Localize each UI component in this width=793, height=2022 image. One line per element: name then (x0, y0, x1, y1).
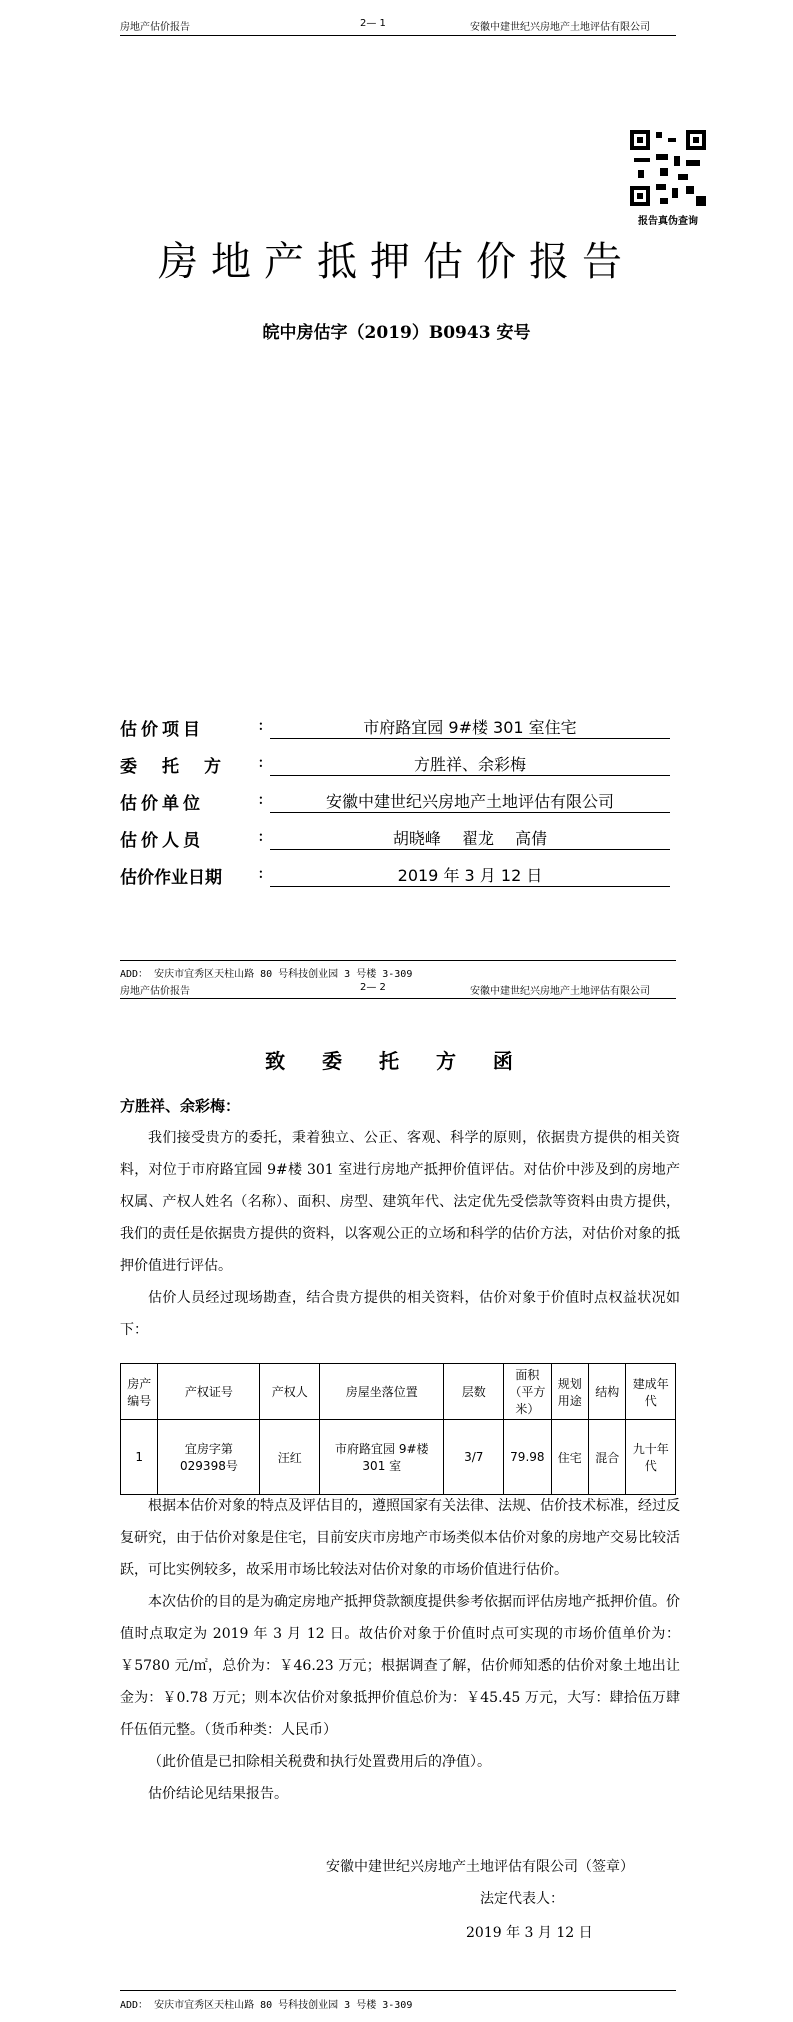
field-value: 市府路宜园 9#楼 301 室住宅 (270, 715, 670, 739)
page1-header-right: 安徽中建世纪兴房地产土地评估有限公司 (470, 22, 650, 33)
field-label: 估价项目 (120, 720, 204, 740)
legal-representative: 法定代表人： (480, 1891, 564, 1907)
field-label: 估价作业日期 (120, 868, 222, 888)
page1-header-left: 房地产估价报告 (120, 22, 190, 33)
table-header-row: 房产编号 产权证号 产权人 房屋坐落位置 层数 面积（平方米） 规划用途 结构 建成年代 (121, 1364, 676, 1420)
report-title: 房地产抵押估价报告 (158, 239, 635, 285)
page1-address: ADD： 安庆市宜秀区天柱山路 80 号科技创业园 3 号楼 3-309 (120, 969, 413, 980)
field-row-project: 估价项目 : 市府路宜园 9#楼 301 室住宅 (120, 715, 680, 743)
report-ref-no: 皖中房估字（2019）B0943 安号 (262, 323, 531, 343)
qr-code-icon (630, 130, 706, 206)
page2-address: ADD： 安庆市宜秀区天柱山路 80 号科技创业园 3 号楼 3-309 (120, 2000, 413, 2011)
field-value: 方胜祥、余彩梅 (270, 752, 670, 776)
qr-caption: 报告真伪查询 (638, 216, 698, 227)
field-label: 估价人员 (120, 831, 204, 851)
field-row-date: 估价作业日期 : 2019 年 3 月 12 日 (120, 863, 680, 891)
table-row: 1 宜房字第 029398号 汪红 市府路宜园 9#楼 301 室 3/7 79.98 住宅 混合 九十年代 (121, 1420, 676, 1495)
field-label: 委 托 方 (120, 757, 225, 777)
page2-footer-rule (120, 1990, 676, 1991)
paragraph-5: （此价值是已扣除相关税费和执行处置费用后的净值）。 (148, 1754, 491, 1770)
property-table (120, 1363, 676, 1495)
page2-header-left: 房地产估价报告 (120, 986, 190, 997)
paragraph-4: 本次估价的目的是为确定房地产抵押贷款额度提供参考依据而评估房地产抵押价值。价值时点取定为 2019 年 3 月 12 日。故估价对象于价值时点可实现的市场价值单价为：￥5780 元/㎡，总价为：￥46.23 万元；根据调查了解，估价师知悉的估价对象土地出让金为：￥0.78 万元；则本次估价对象抵押价值总价为：￥45.45 万元，大写：肆拾伍万肆仟伍佰元整。（货币种类：人民币） (120, 1594, 680, 1738)
field-label: 估价单位 (120, 794, 204, 814)
paragraph-1: 我们接受贵方的委托，秉着独立、公正、客观、科学的原则，依据贵方提供的相关资料，对位于市府路宜园 9#楼 301 室进行房地产抵押价值评估。对估价中涉及到的房地产权属、产权人姓名（名称）、面积、房型、建筑年代、法定优先受偿款等资料由贵方提供，我们的责任是依据贵方提供的资料，以客观公正的立场和科学的估价方法，对估价对象的抵押价值进行评估。 (120, 1130, 680, 1274)
salutation: 方胜祥、余彩梅： (120, 1097, 241, 1115)
field-row-appraisers: 估价人员 : 胡晓峰 翟龙 高倩 (120, 826, 680, 854)
field-value: 2019 年 3 月 12 日 (270, 863, 670, 887)
letter-date: 2019 年 3 月 12 日 (466, 1925, 593, 1941)
page2-header-page: 2— 2 (360, 982, 386, 993)
paragraph-6: 估价结论见结果报告。 (148, 1786, 288, 1802)
page1-header-rule (120, 35, 676, 36)
company-signature: 安徽中建世纪兴房地产土地评估有限公司（签章） (326, 1859, 634, 1875)
page2-header-right: 安徽中建世纪兴房地产土地评估有限公司 (470, 986, 650, 997)
page1-footer-rule (120, 960, 676, 961)
paragraph-2: 估价人员经过现场勘查，结合贵方提供的相关资料，估价对象于价值时点权益状况如下： (120, 1290, 680, 1338)
paragraph-3: 根据本估价对象的特点及评估目的，遵照国家有关法律、法规、估价技术标准，经过反复研究，由于估价对象是住宅，目前安庆市房地产市场类似本估价对象的房地产交易比较活跃，可比实例较多，故采用市场比较法对估价对象的市场价值进行估价。 (120, 1498, 680, 1578)
field-value: 安徽中建世纪兴房地产土地评估有限公司 (270, 789, 670, 813)
page2-header-rule (120, 998, 676, 999)
page1-header-page: 2— 1 (360, 18, 386, 29)
letter-title: 致 委 托 方 函 (265, 1049, 528, 1073)
field-row-client: 委 托 方 : 方胜祥、余彩梅 (120, 752, 680, 780)
field-row-appraiser-org: 估价单位 : 安徽中建世纪兴房地产土地评估有限公司 (120, 789, 680, 817)
field-value: 胡晓峰 翟龙 高倩 (270, 826, 670, 850)
